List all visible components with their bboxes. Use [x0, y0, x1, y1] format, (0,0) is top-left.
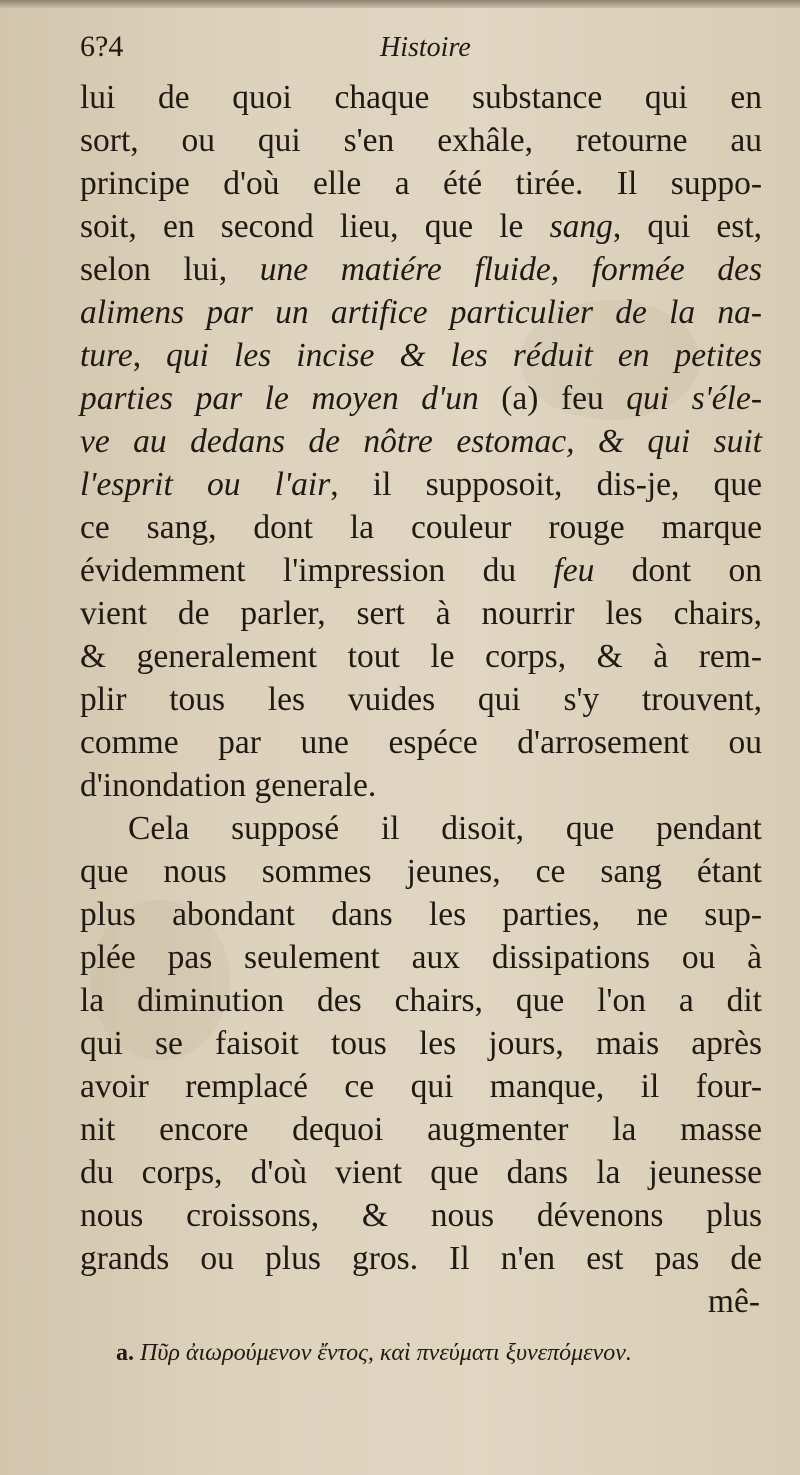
text-line — [80, 979, 762, 1022]
italic-text: ve au dedans de nôtre estomac, & qui suit — [80, 423, 762, 460]
italic-text: une matiére fluide, formée des — [259, 251, 762, 288]
text-line — [80, 678, 762, 721]
text-line — [80, 334, 762, 377]
italic-text: parties par le moyen d'un — [80, 380, 479, 417]
text-line — [80, 1108, 762, 1151]
italic-text: qui les incise & les réduit en petites — [166, 337, 762, 374]
text-line — [80, 291, 762, 334]
roman-text: évidemment l'impression du — [80, 552, 554, 589]
text-line — [80, 1151, 762, 1194]
roman-text: , il supposoit, dis-je, que — [330, 466, 762, 503]
text-line — [80, 549, 762, 592]
text-line — [80, 506, 762, 549]
roman-text: grands ou plus gros. Il n'en est pas de — [80, 1240, 762, 1277]
catchword: mê- — [707, 1283, 760, 1320]
roman-text: selon lui, — [80, 251, 260, 288]
roman-text: & generalement tout le corps, & à rem- — [80, 638, 762, 675]
italic-text: l'esprit ou l'air — [80, 466, 331, 503]
roman-text: plir tous les vuides qui s'y trouvent, — [80, 681, 762, 718]
italic-text: qui s'éle- — [626, 380, 762, 417]
roman-text: lui de quoi chaque substance qui en — [80, 79, 762, 116]
text-line — [80, 592, 762, 635]
text-line — [80, 635, 762, 678]
text-line — [80, 850, 762, 893]
roman-text: soit, en second lieu, que le — [80, 208, 550, 245]
italic-text: alimens par un artifice particulier de la na- — [80, 294, 762, 331]
body-text — [80, 76, 762, 1323]
text-line — [80, 1194, 762, 1237]
text-line — [80, 807, 762, 850]
text-line — [80, 205, 762, 248]
text-line — [80, 893, 762, 936]
roman-text: qui se faisoit tous les jours, mais après — [80, 1025, 762, 1062]
roman-text: nous croissons, & nous dévenons plus — [80, 1197, 762, 1234]
footnote-text: Πῦρ ἀιωρούμενον ἔντος, καὶ πνεύματι ξυνεπόμενον. — [140, 1340, 632, 1366]
roman-text: , qui est, — [612, 208, 762, 245]
text-line — [80, 936, 762, 979]
running-title: Histoire — [380, 32, 471, 63]
text-line — [80, 1237, 762, 1280]
roman-text: plée pas seulement aux dissipations ou à — [80, 939, 762, 976]
text-line — [80, 1022, 762, 1065]
footnote — [116, 1340, 756, 1367]
text-line — [80, 162, 762, 205]
text-line — [80, 764, 762, 807]
roman-text: la diminution des chairs, que l'on a dit — [80, 982, 762, 1019]
text-line — [80, 721, 762, 764]
page-top-edge — [0, 0, 800, 8]
text-line — [80, 76, 762, 119]
italic-text: ture — [80, 337, 133, 374]
italic-text: sang — [549, 208, 613, 245]
roman-text: plus abondant dans les parties, ne sup- — [80, 896, 762, 933]
roman-text: comme par une espéce d'arrosement ou — [80, 724, 762, 761]
roman-text: que nous sommes jeunes, ce sang étant — [80, 853, 762, 890]
italic-text: feu — [553, 552, 595, 589]
text-line — [80, 119, 762, 162]
footnote-mark: a. — [116, 1340, 134, 1366]
running-head — [80, 30, 760, 70]
text-line — [80, 377, 762, 420]
roman-text: , — [132, 337, 167, 374]
page-number: 6?4 — [80, 30, 124, 63]
text-line — [80, 248, 762, 291]
text-line — [80, 420, 762, 463]
text-line — [80, 1065, 762, 1108]
roman-text: avoir remplacé ce qui manque, il four- — [80, 1068, 762, 1105]
roman-text: dont on — [594, 552, 763, 589]
roman-text: du corps, d'où vient que dans la jeunesse — [80, 1154, 762, 1191]
roman-text: vient de parler, sert à nourrir les chairs, — [80, 595, 762, 632]
roman-text: (a) feu — [478, 380, 627, 417]
text-line — [80, 463, 762, 506]
roman-text: nit encore dequoi augmenter la masse — [80, 1111, 762, 1148]
roman-text: sort, ou qui s'en exhâle, retourne au — [80, 122, 762, 159]
roman-text: d'inondation generale. — [80, 767, 377, 804]
roman-text: principe d'où elle a été tirée. Il suppo- — [80, 165, 762, 202]
roman-text: Cela supposé il disoit, que pendant — [128, 810, 762, 847]
roman-text: ce sang, dont la couleur rouge marque — [80, 509, 762, 546]
